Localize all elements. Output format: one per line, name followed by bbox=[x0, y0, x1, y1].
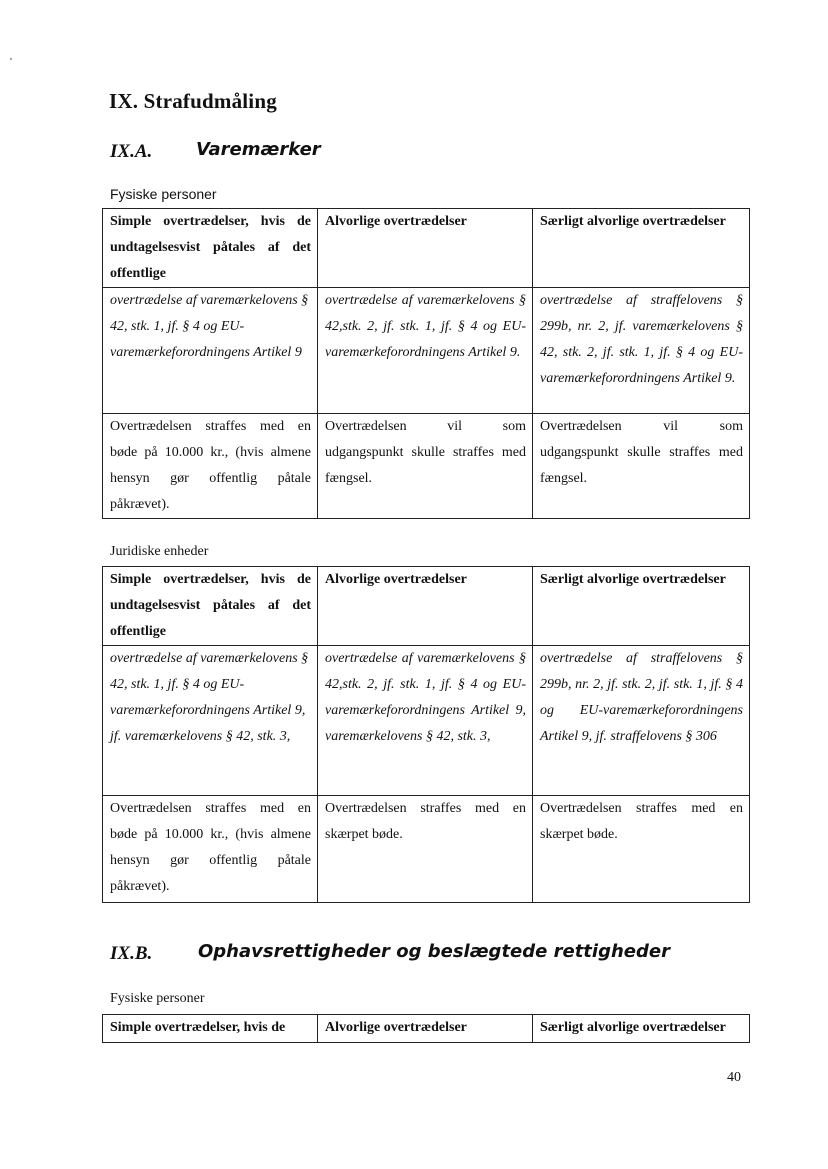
scan-speck bbox=[10, 58, 12, 60]
cell-fysiske-saerligt-law: overtrædelse af straffelovens § 299b, nr. 2, jf. varemærkelovens § 42, stk. 2, jf. stk. 1, jf. § 4 og EU-varemærkeforordningens Artikel 9. bbox=[533, 288, 750, 414]
cell-juridiske-simple-law: overtrædelse af varemærkelovens § 42, stk. 1, jf. § 4 og EU-varemærkeforordningens Artikel 9, jf. varemærkelovens § 42, stk. 3, bbox=[103, 646, 318, 796]
page-number: 40 bbox=[727, 1070, 741, 1085]
label-juridiske-enheder: Juridiske enheder bbox=[110, 544, 209, 559]
cell-fysiske-alvorlige-penalty: Overtrædelsen vil som udgangspunkt skulle straffes med fængsel. bbox=[318, 414, 533, 519]
cell-fysiske-saerligt-penalty: Overtrædelsen vil som udgangspunkt skulle straffes med fængsel. bbox=[533, 414, 750, 519]
cell-juridiske-saerligt-law: overtrædelse af straffelovens § 299b, nr. 2, jf. stk. 2, jf. stk. 1, jf. § 4 og EU-varemærkeforordningens Artikel 9, jf. straffelovens § 306 bbox=[533, 646, 750, 796]
header-simple: Simple overtrædelser, hvis de undtagelsesvist påtales af det offentlige bbox=[103, 567, 318, 646]
header-simple: Simple overtrædelser, hvis de bbox=[103, 1015, 318, 1043]
cell-juridiske-alvorlige-law: overtrædelse af varemærkelovens § 42,stk. 2, jf. stk. 1, jf. § 4 og EU-varemærkeforordningens Artikel 9, varemærkelovens § 42, stk. 3, bbox=[318, 646, 533, 796]
cell-juridiske-saerligt-penalty: Overtrædelsen straffes med en skærpet bøde. bbox=[533, 796, 750, 903]
subsection-a-number: IX.A. bbox=[110, 141, 153, 162]
cell-fysiske-simple-law: overtrædelse af varemærkelovens § 42, stk. 1, jf. § 4 og EU-varemærkeforordningens Artikel 9 bbox=[103, 288, 318, 414]
header-simple: Simple overtrædelser, hvis de undtagelsesvist påtales af det offentlige bbox=[103, 209, 318, 288]
cell-fysiske-alvorlige-law: overtrædelse af varemærkelovens § 42,stk. 2, jf. stk. 1, jf. § 4 og EU-varemærkeforordningens Artikel 9. bbox=[318, 288, 533, 414]
cell-fysiske-simple-penalty: Overtrædelsen straffes med en bøde på 10.000 kr., (hvis almene hensyn gør offentlig påtale påkrævet). bbox=[103, 414, 318, 519]
table-ophavsret-fysiske bbox=[102, 1014, 750, 1043]
subsection-b-title: Ophavsrettigheder og beslægtede rettigheder bbox=[198, 941, 670, 962]
header-saerligt: Særligt alvorlige overtrædelser bbox=[533, 1015, 750, 1043]
label-fysiske-personer-b: Fysiske personer bbox=[110, 991, 205, 1006]
label-fysiske-personer-a: Fysiske personer bbox=[110, 186, 217, 202]
header-saerligt: Særligt alvorlige overtrædelser bbox=[533, 567, 750, 646]
header-alvorlige: Alvorlige overtrædelser bbox=[318, 567, 533, 646]
header-saerligt: Særligt alvorlige overtrædelser bbox=[533, 209, 750, 288]
cell-juridiske-alvorlige-penalty: Overtrædelsen straffes med en skærpet bøde. bbox=[318, 796, 533, 903]
table-varemaerker-juridiske bbox=[102, 566, 750, 903]
header-alvorlige: Alvorlige overtrædelser bbox=[318, 1015, 533, 1043]
subsection-b-number: IX.B. bbox=[110, 943, 153, 964]
header-alvorlige: Alvorlige overtrædelser bbox=[318, 209, 533, 288]
section-heading: IX. Strafudmåling bbox=[109, 89, 277, 113]
cell-juridiske-simple-penalty: Overtrædelsen straffes med en bøde på 10.000 kr., (hvis almene hensyn gør offentlig påtale påkrævet). bbox=[103, 796, 318, 903]
table-varemaerker-fysiske bbox=[102, 208, 750, 519]
subsection-a-title: Varemærker bbox=[196, 139, 321, 160]
